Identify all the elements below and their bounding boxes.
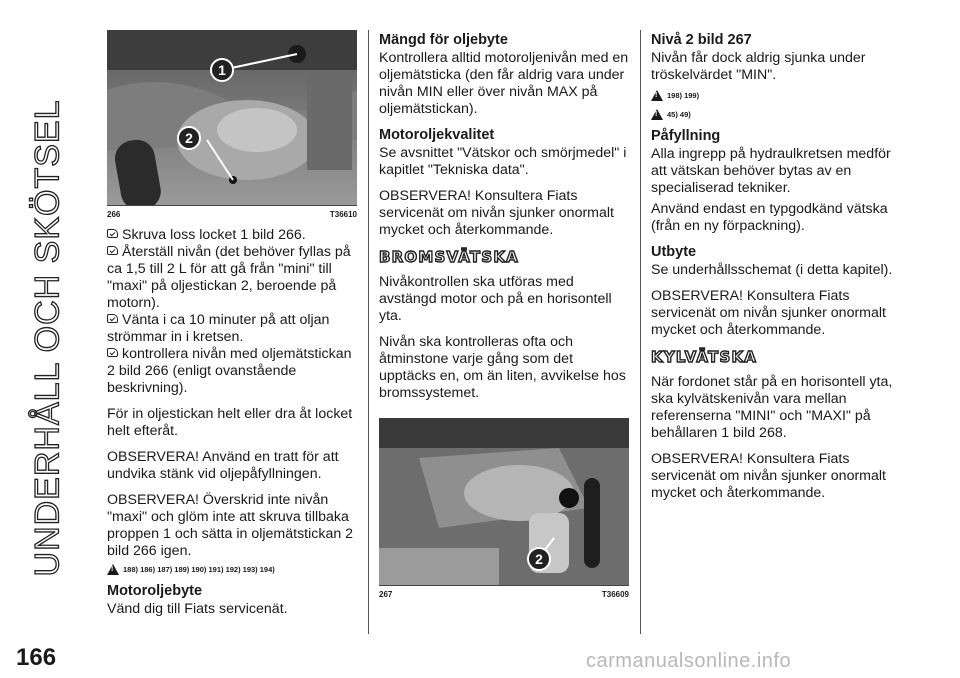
paragraph: Kontrollera alltid motoroljenivån med en oljemätsticka (den får aldrig vara under nivån MIN eller över nivån MAX på oljemätstickan). bbox=[379, 50, 629, 117]
svg-text:2: 2 bbox=[535, 551, 543, 567]
column-separator bbox=[640, 30, 641, 634]
figure-caption bbox=[379, 590, 629, 599]
column-separator bbox=[368, 30, 369, 634]
section-side-title: UNDERHÅLL OCH SKÖTSEL bbox=[28, 99, 67, 577]
step-item: kontrollera nivån med oljemätstickan 2 bild 266 (enligt ovanstående beskrivning). bbox=[107, 346, 352, 396]
warning-reference: ! 198) 199) bbox=[651, 90, 901, 101]
heading-oil-amount: Mängd för oljebyte bbox=[379, 32, 508, 48]
section-heading-coolant: KYLVÄTSKA bbox=[651, 348, 758, 366]
warning-triangle-icon bbox=[651, 109, 663, 120]
column-left bbox=[107, 30, 357, 627]
heading-replacement: Utbyte bbox=[651, 244, 697, 260]
heading-level: Nivå 2 bild 267 bbox=[651, 32, 752, 48]
warning-reference: ! 188) 186) 187) 189) 190) 191) 192) 193) 194) bbox=[107, 564, 357, 575]
paragraph: Nivån får dock aldrig sjunka under tröskelvärdet "MIN". bbox=[651, 50, 866, 83]
paragraph: Nivåkontrollen ska utföras med avstängd motor och på en horisontell yta. bbox=[379, 274, 612, 324]
paragraph: Se underhållsschemat (i detta kapitel). bbox=[651, 262, 893, 278]
paragraph: Vänd dig till Fiats servicenät. bbox=[107, 601, 288, 617]
paragraph: OBSERVERA! Överskrid inte nivån "maxi" och glöm inte att skruva tillbaka proppen 1 och sätta in oljemätstickan 2 bild 266 igen. bbox=[107, 492, 354, 559]
paragraph: OBSERVERA! Konsultera Fiats servicenät om nivån sjunker onormalt mycket och återkommande. bbox=[651, 451, 886, 501]
checkbox-icon bbox=[107, 348, 118, 357]
paragraph: Se avsnittet "Vätskor och smörjmedel" i kapitlet "Tekniska data". bbox=[379, 145, 627, 178]
figure-number: 266 bbox=[107, 210, 121, 219]
section-heading-brake-fluid: BROMSVÄTSKA bbox=[379, 248, 519, 266]
heading-oil-quality: Motoroljekvalitet bbox=[379, 127, 495, 143]
checkbox-icon bbox=[107, 246, 118, 255]
paragraph: Alla ingrepp på hydraulkretsen medför att vätskan behöver bytas av en specialiserad tekniker. bbox=[651, 146, 891, 196]
paragraph: OBSERVERA! Konsultera Fiats servicenät om nivån sjunker onormalt mycket och återkommande. bbox=[651, 288, 886, 338]
figure-code: T36609 bbox=[601, 590, 629, 599]
figure-number: 267 bbox=[379, 590, 393, 599]
paragraph: Använd endast en typgodkänd vätska (från en ny förpackning). bbox=[651, 201, 888, 234]
step-item: Skruva loss locket 1 bild 266. bbox=[107, 227, 357, 244]
step-item: Vänta i ca 10 minuter på att oljan strömmar in i kretsen. bbox=[107, 312, 330, 345]
heading-oil-change: Motoroljebyte bbox=[107, 583, 203, 599]
brake-reservoir-photo bbox=[379, 418, 629, 586]
checkbox-icon bbox=[107, 229, 118, 238]
watermark: carmanualsonline.info bbox=[586, 650, 792, 672]
figure-code: T36610 bbox=[329, 210, 357, 219]
engine-bay-photo bbox=[107, 30, 357, 206]
page-number: 166 bbox=[16, 644, 57, 671]
figure-brake-fluid bbox=[379, 418, 629, 586]
column-middle bbox=[379, 30, 629, 607]
warning-reference: ! 45) 49) bbox=[651, 109, 901, 120]
paragraph: När fordonet står på en horisontell yta, ska kylvätskenivån vara mellan referenserna "MINI" och "MAXI" på behållaren 1 bild 268. bbox=[651, 374, 893, 441]
paragraph: OBSERVERA! Använd en tratt för att undvika stänk vid oljepåfyllningen. bbox=[107, 449, 339, 482]
checkbox-icon bbox=[107, 314, 118, 323]
paragraph: OBSERVERA! Konsultera Fiats servicenät om nivån sjunker onormalt mycket och återkommande. bbox=[379, 188, 614, 238]
warning-triangle-icon bbox=[651, 90, 663, 101]
svg-text:1: 1 bbox=[218, 62, 226, 78]
step-item: Återställ nivån (det behöver fyllas på ca 1,5 till 2 L för att gå från "mini" till "maxi" på oljestickan 2, beroende på motorn). bbox=[107, 244, 351, 311]
heading-refill: Påfyllning bbox=[651, 128, 721, 144]
paragraph: Nivån ska kontrolleras ofta och åtminstone varje gång som det upptäcks en, om än liten, avvikelse hos bromssystemet. bbox=[379, 334, 626, 401]
figure-engine-oil bbox=[107, 30, 357, 206]
column-right bbox=[651, 30, 901, 511]
figure-caption bbox=[107, 210, 357, 219]
paragraph: För in oljestickan helt eller dra åt locket helt efteråt. bbox=[107, 406, 353, 439]
warning-triangle-icon bbox=[107, 564, 119, 575]
svg-text:2: 2 bbox=[185, 130, 193, 146]
